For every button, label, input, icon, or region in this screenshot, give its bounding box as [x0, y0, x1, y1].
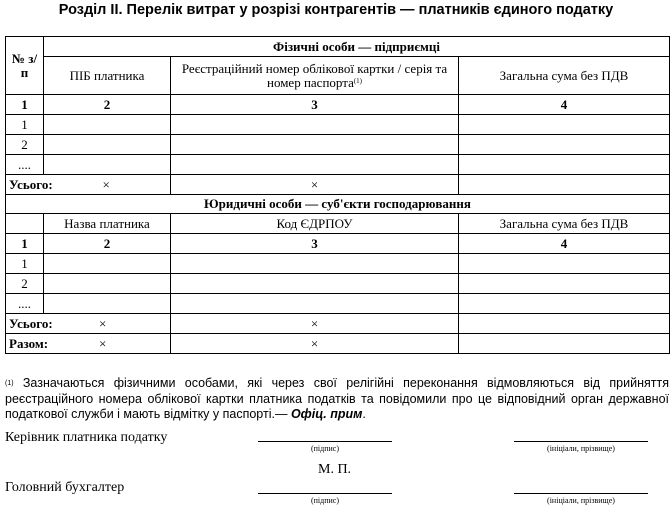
grand-total-sum-cell[interactable] — [459, 334, 670, 354]
cell-name[interactable] — [44, 254, 171, 274]
cross-mark: × — [171, 175, 459, 195]
col-no-header: № з/п — [6, 37, 44, 95]
total-label: Усього: — [9, 176, 53, 192]
header-name: ПІБ платника — [44, 57, 171, 95]
col-number: 1 — [6, 234, 44, 254]
accountant-signature-label: Головний бухгалтер — [5, 480, 125, 495]
header-reg-number: Реєстраційний номер облікової картки / серія та номер паспорта$^{(1)}$ — [171, 57, 459, 95]
row-number: .... — [6, 155, 44, 175]
table-row — [6, 274, 670, 294]
stamp-place: М. П. — [318, 462, 352, 477]
table-row — [6, 135, 670, 155]
cell-reg[interactable] — [171, 135, 459, 155]
header-legal-name: Назва платника — [44, 214, 171, 234]
cell-name[interactable] — [44, 274, 171, 294]
cell-name[interactable] — [44, 135, 171, 155]
total-row — [6, 175, 670, 195]
cross-mark: × — [171, 334, 459, 354]
cell-name[interactable] — [44, 155, 171, 175]
col-number: 2 — [44, 95, 171, 115]
col-number: 3 — [171, 234, 459, 254]
cell-sum[interactable] — [459, 135, 670, 155]
footnote-text: Зазначаються фізичними особами, які через свої релігійні переконання відмовляються від прийняття реєстраційного номера облікової картки платника податків та повідомили про це відповідний орган державної податкової служби і мають відмітку у паспорті.— — [5, 376, 669, 421]
cell-code[interactable] — [171, 274, 459, 294]
table-row — [6, 294, 670, 314]
footnote-italic: Офіц. прим — [290, 407, 363, 421]
section-individuals: Фізичні особи — підприємці — [44, 37, 670, 57]
total-label: Усього: — [9, 315, 53, 331]
total-cell — [6, 175, 171, 195]
counterparty-table — [5, 36, 670, 354]
col-number: 1 — [6, 95, 44, 115]
table-row — [6, 254, 670, 274]
cell-reg[interactable] — [171, 115, 459, 135]
cell-sum[interactable] — [459, 155, 670, 175]
sign-caption: (підпис) — [310, 496, 339, 505]
section-title: Розділ II. Перелік витрат у розрізі контрагентів — платників єдиного податку — [58, 2, 614, 18]
cell-sum[interactable] — [459, 115, 670, 135]
col-number: 4 — [459, 234, 670, 254]
col-number: 3 — [171, 95, 459, 115]
header-legal-sum: Загальна сума без ПДВ — [459, 214, 670, 234]
empty-header-cell — [6, 214, 44, 234]
row-number: 1 — [6, 254, 44, 274]
cell-sum[interactable] — [459, 294, 670, 314]
row-number: .... — [6, 294, 44, 314]
footnote-marker: (1) — [5, 380, 14, 387]
cell-code[interactable] — [171, 294, 459, 314]
total-row — [6, 314, 670, 334]
grand-total-label: Разом: — [9, 335, 49, 351]
row-number: 2 — [6, 274, 44, 294]
total-sum-cell[interactable] — [459, 175, 670, 195]
total-sum-cell[interactable] — [459, 314, 670, 334]
grand-total-cell — [6, 334, 171, 354]
name-caption: (ініціали, прізвище) — [547, 496, 615, 505]
grand-total-row — [6, 334, 670, 354]
head-signature-label: Керівник платника податку — [5, 430, 168, 445]
header-sum: Загальна сума без ПДВ — [459, 57, 670, 95]
cell-code[interactable] — [171, 254, 459, 274]
col-number: 2 — [44, 234, 171, 254]
cell-name[interactable] — [44, 115, 171, 135]
footnote-ref: (1) — [353, 76, 363, 85]
cell-reg[interactable] — [171, 155, 459, 175]
section-legal: Юридичні особи — суб'єкти господарювання — [6, 195, 670, 214]
table-row — [6, 115, 670, 135]
footnote: $^{(1)}$ Зазначаються фізичними особами, які через свої релігійні переконання відмовляються від прийняття реєстраційного номера облікової картки платника податків та повідомили про це відповідний орган державної податкової служби і мають відмітку у паспорті.— Офіц. прим. — [5, 376, 669, 421]
col-number: 4 — [459, 95, 670, 115]
sign-caption: (підпис) — [310, 444, 339, 453]
cross-mark: × — [102, 176, 110, 192]
cross-mark: × — [99, 335, 107, 351]
accountant-name-line[interactable] — [514, 493, 648, 494]
cell-name[interactable] — [44, 294, 171, 314]
cell-sum[interactable] — [459, 254, 670, 274]
header-edrpou: Код ЄДРПОУ — [171, 214, 459, 234]
head-sign-line[interactable] — [258, 441, 392, 442]
head-name-line[interactable] — [514, 441, 648, 442]
accountant-sign-line[interactable] — [258, 493, 392, 494]
row-number: 2 — [6, 135, 44, 155]
name-caption: (ініціали, прізвище) — [547, 444, 615, 453]
cross-mark: × — [171, 314, 459, 334]
total-cell — [6, 314, 171, 334]
cross-mark: × — [99, 315, 107, 331]
row-number: 1 — [6, 115, 44, 135]
cell-sum[interactable] — [459, 274, 670, 294]
table-row — [6, 155, 670, 175]
